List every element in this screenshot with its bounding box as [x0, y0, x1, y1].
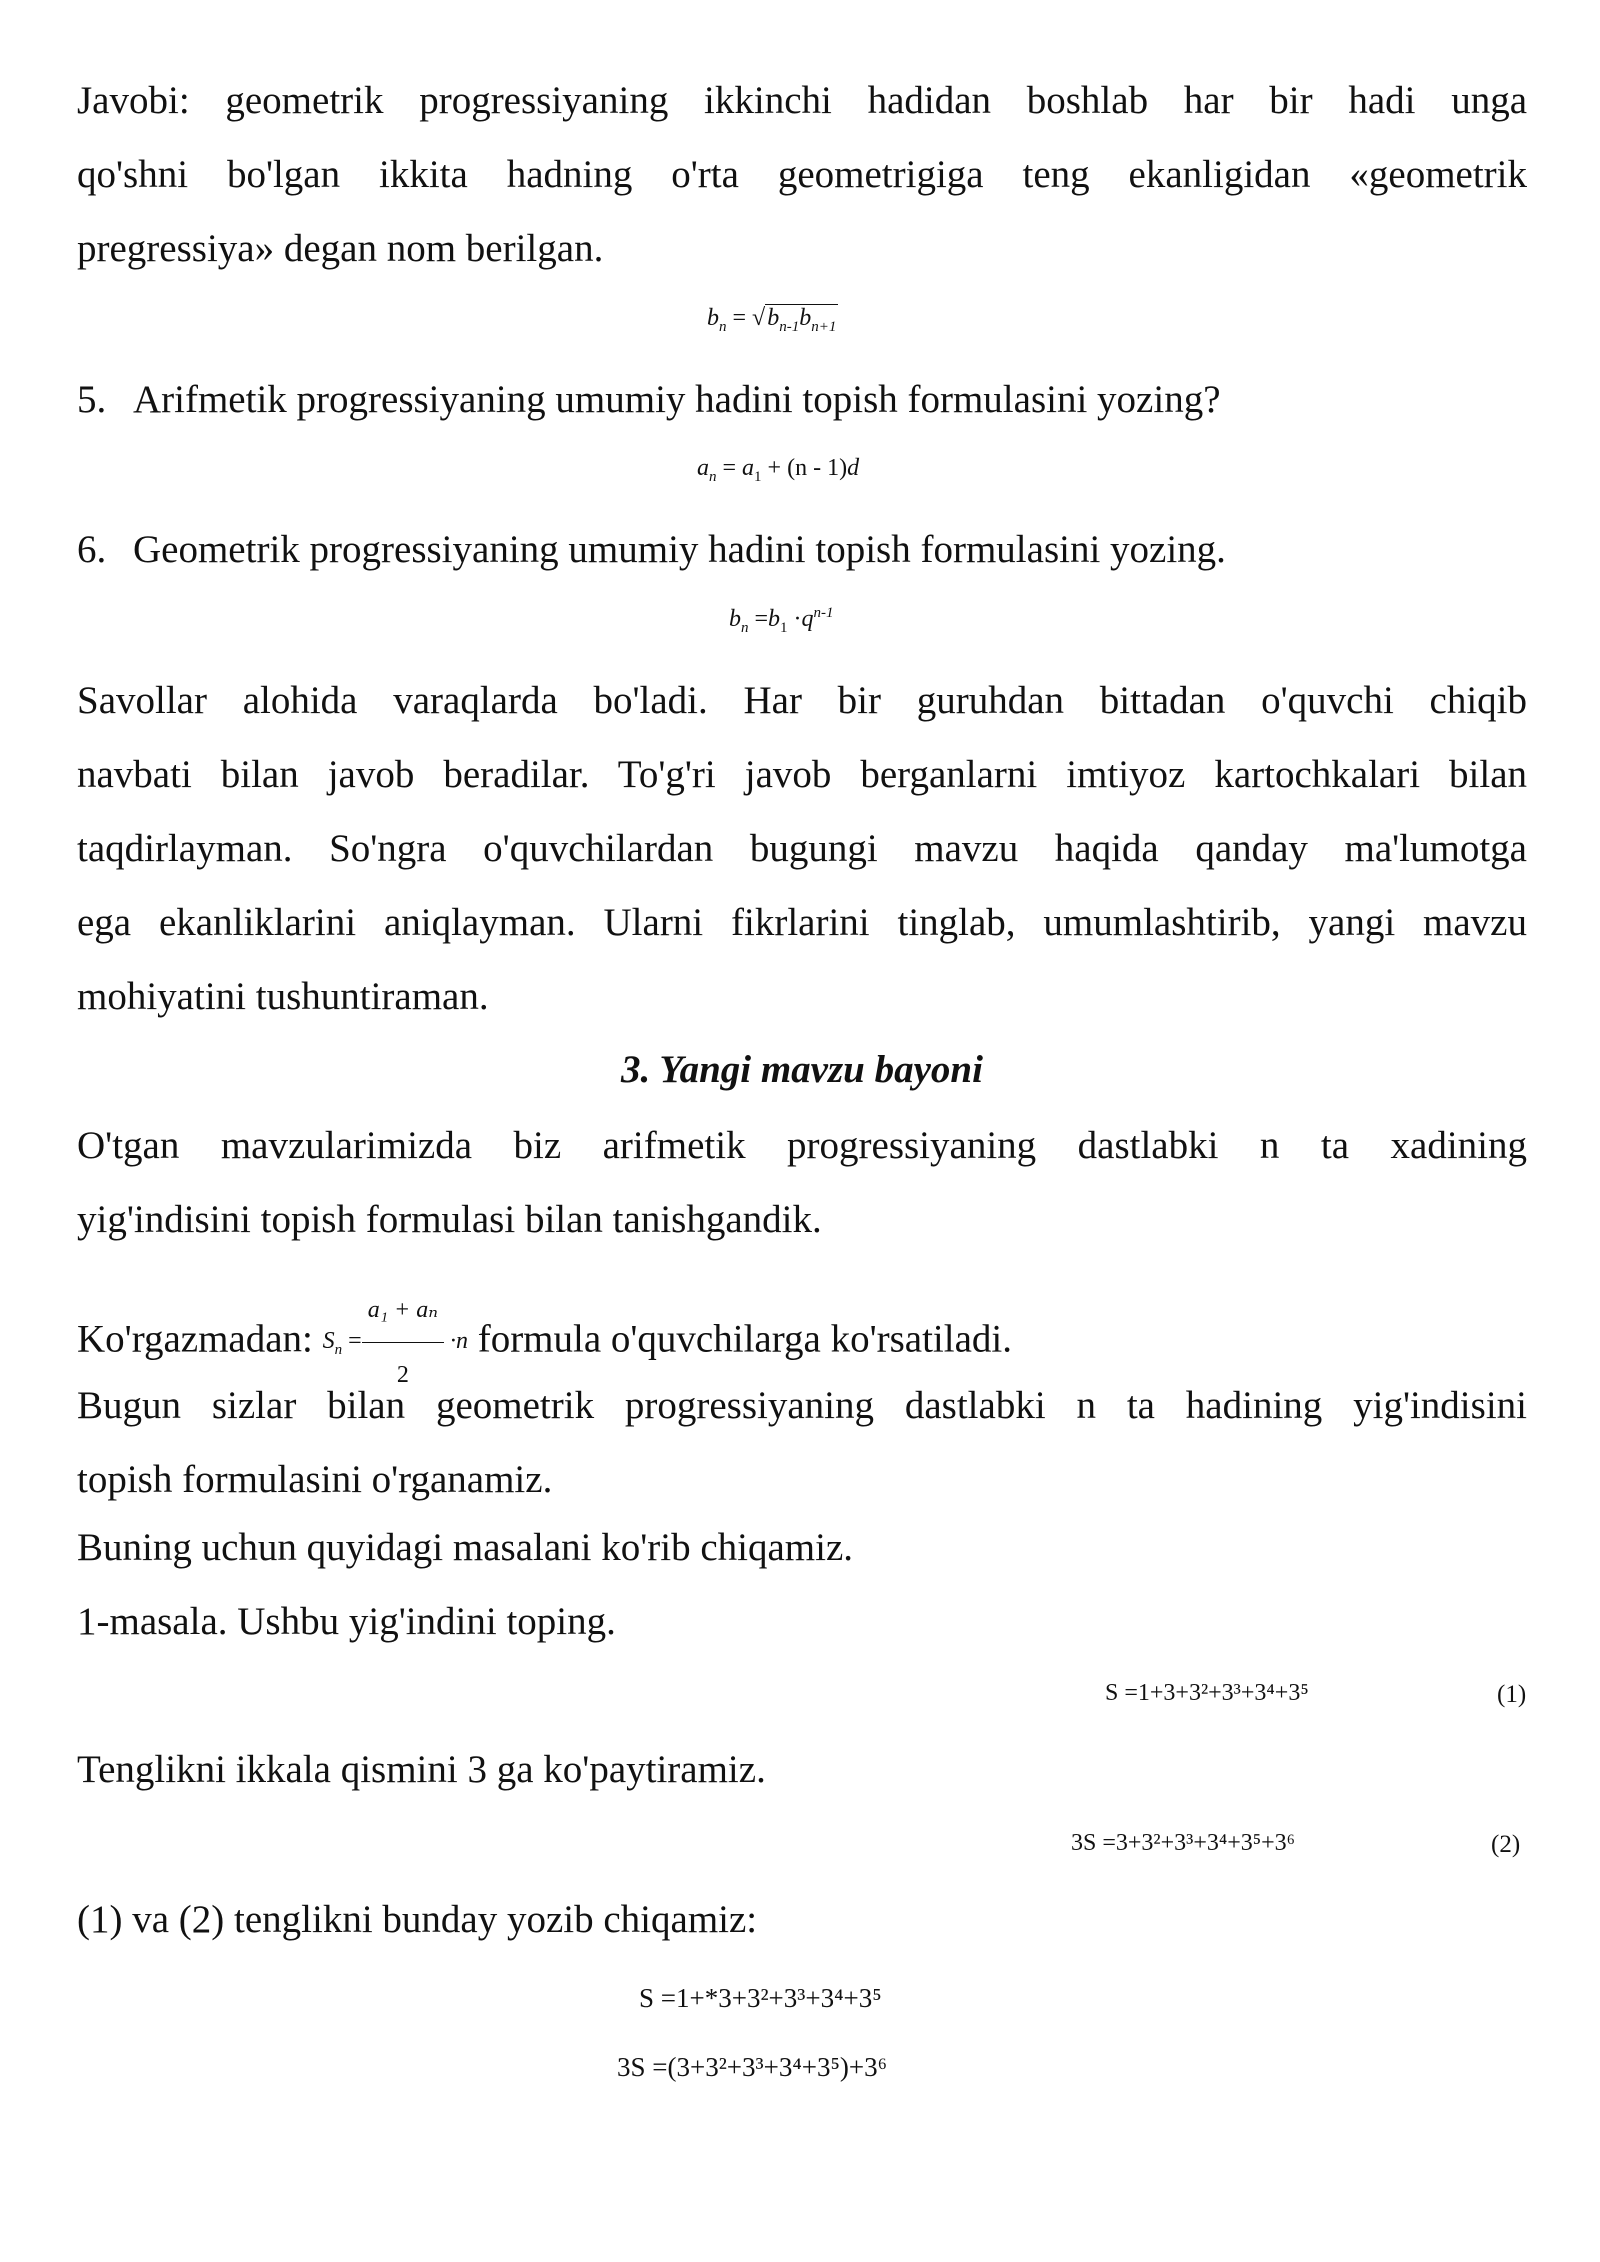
equation-2-number: (2): [1491, 1831, 1521, 1858]
paragraph-bugun: [77, 1369, 1527, 1517]
formula-geometric-mean: $b_n = √b_{n-1}b_{n+1}$: [707, 305, 837, 335]
text-line: yig'indisini topish formulasi bilan tanishgandik.: [77, 1198, 822, 1241]
paragraph-otgan: [77, 1109, 1527, 1257]
text-line: taqdirlayman. So'ngra o'quvchilardan bugungi mavzu haqida qanday ma'lumotga: [77, 827, 1527, 870]
equation-1-number: (1): [1497, 1681, 1527, 1708]
equation-1: S =1+3+3²+3³+3⁴+3⁵: [1105, 1680, 1309, 1706]
paragraph-savollar: [77, 664, 1527, 1034]
equation-4: 3S =(3+3²+3³+3⁴+3⁵)+3⁶: [617, 2052, 888, 2082]
question-5: 5. Arifmetik progressiyaning umumiy hadini topish formulasini yozing?: [77, 378, 1221, 421]
equation-2: 3S =3+3²+3³+3⁴+3⁵+3⁶: [1071, 1830, 1296, 1856]
text-tenglik: Tenglikni ikkala qismini 3 ga ko'paytiramiz.: [77, 1748, 766, 1791]
text-buning: Buning uchun quyidagi masalani ko'rib chiqamiz.: [77, 1526, 854, 1569]
formula-geometric-nth-term: $b_n =b_1 \cdot q^{n-1}$: [729, 605, 834, 636]
formula-arithmetic-nth-term: $a_n = a_1 + (n - 1)d$: [697, 455, 860, 485]
text-line: topish formulasini o'rganamiz.: [77, 1458, 553, 1501]
text-line: mohiyatini tushuntiraman.: [77, 975, 489, 1018]
text-line: qo'shni bo'lgan ikkita hadning o'rta geometrigiga teng ekanligidan «geometrik: [77, 153, 1527, 196]
text-masala: 1-masala. Ushbu yig'indini toping.: [77, 1600, 616, 1643]
formula-arithmetic-sum: $S_n$ = $\frac{\text{a₁ + aₙ}}{2}$ ·n: [323, 1328, 468, 1354]
section-heading: 3. Yangi mavzu bayoni: [621, 1048, 983, 1091]
equation-3: S =1+*3+3²+3³+3⁴+3⁵: [639, 1983, 882, 2013]
text-line: O'tgan mavzularimizda biz arifmetik progressiyaning dastlabki n ta xadining: [77, 1124, 1527, 1167]
text-line: Javobi: geometrik progressiyaning ikkinchi hadidan boshlab har bir hadi unga: [77, 79, 1527, 122]
text-line: Bugun sizlar bilan geometrik progressiyaning dastlabki n ta hadining yig'indisini: [77, 1384, 1527, 1427]
text-line: navbati bilan javob beradilar. To'g'ri javob berganlarni imtiyoz kartochkalari bilan: [77, 753, 1527, 796]
text-line: ega ekanliklarini aniqlayman. Ularni fikrlarini tinglab, umumlashtirib, yangi mavzu: [77, 901, 1527, 944]
text-va: (1) va (2) tenglikni bunday yozib chiqamiz:: [77, 1898, 758, 1941]
question-6: 6. Geometrik progressiyaning umumiy hadini topish formulasini yozing.: [77, 528, 1226, 571]
korgazma-line: Ko'rgazmadan: $S_n$ = $\frac{\text{a₁ + aₙ}}{2}$ ·n formula o'quvchilarga ko'rsatiladi.: [77, 1280, 1012, 1405]
paragraph-javobi: [77, 64, 1527, 286]
text-line: Savollar alohida varaqlarda bo'ladi. Har bir guruhdan bittadan o'quvchi chiqib: [77, 679, 1527, 722]
text-line: pregressiya» degan nom berilgan.: [77, 227, 604, 270]
